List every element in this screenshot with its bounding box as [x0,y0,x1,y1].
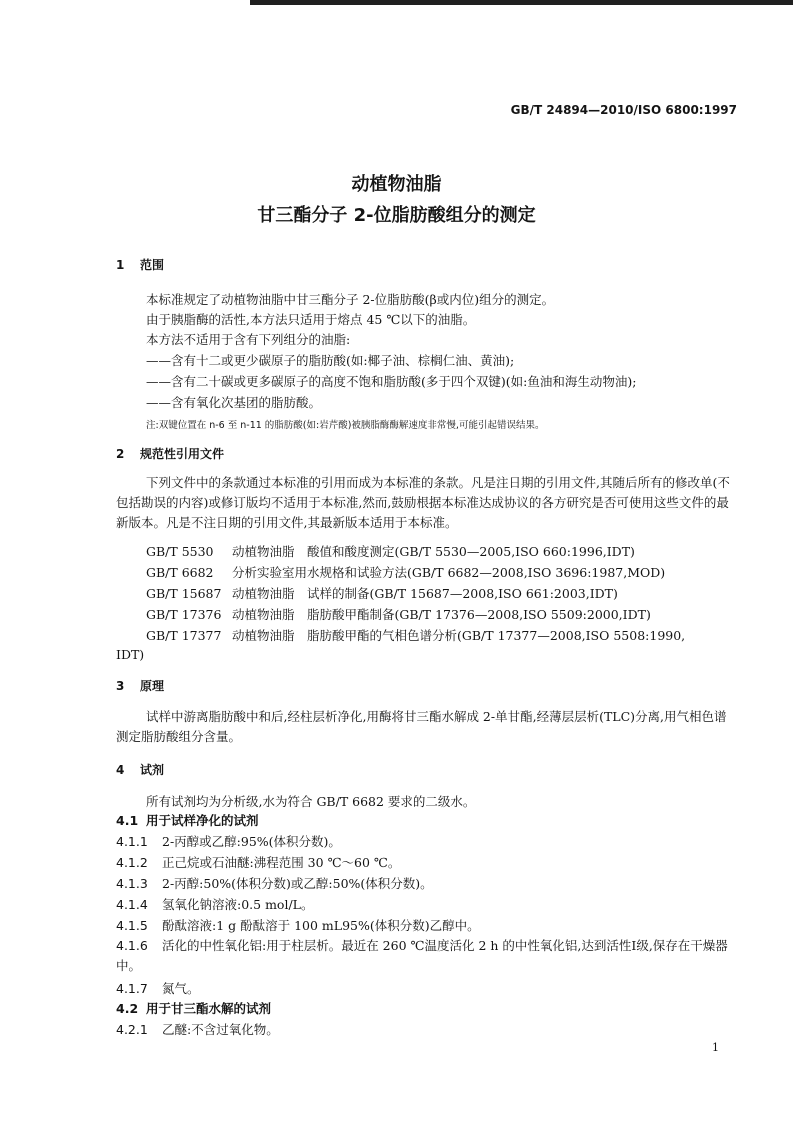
item-number: 4.1.1 [116,834,148,849]
item-text: 正己烷或石油醚:沸程范围 30 ℃～60 ℃。 [162,855,401,870]
reference-text: 分析实验室用水规格和试验方法(GB/T 6682—2008,ISO 3696:1987,MOD) [232,565,666,580]
section-3-heading [116,677,164,694]
item-text: 2-丙醇:50%(体积分数)或乙醇:50%(体积分数)。 [162,876,433,891]
reagent-item [116,979,200,997]
standard-code: GB/T 24894—2010/ISO 6800:1997 [510,103,737,117]
reagent-item [116,916,480,934]
document-title-line2: 甘三酯分子 2-位脂肪酸组分的测定 [257,205,536,226]
section-title: 范围 [140,258,165,272]
references-intro: 下列文件中的条款通过本标准的引用而成为本标准的条款。凡是注日期的引用文件,其随后所有的修改单(不包括勘误的内容)或修订版均不适用于本标准,然而,鼓励根据本标准达成协议的各方研究是否可使用这些文件的最新版本。凡是不注日期的引用文件,其最新版本适用于本标准。 [116,475,730,530]
scope-bullet-1: ——含有十二或更少碳原子的脂肪酸(如:椰子油、棕榈仁油、黄油); [146,353,515,368]
section-1-heading [116,256,164,273]
reagent-item [116,895,313,913]
section-title: 试剂 [140,763,165,777]
reference-code: GB/T 17377 [146,628,222,643]
reagents-intro: 所有试剂均为分析级,水为符合 GB/T 6682 要求的二级水。 [146,794,476,809]
item-text: 2-丙醇或乙醇:95%(体积分数)。 [162,834,341,849]
item-number: 4.1.7 [116,981,148,996]
reference-text: 动植物油脂 脂肪酸甲酯的气相色谱分析(GB/T 17377—2008,ISO 5508:1990, [232,628,686,643]
subsection-title: 用于甘三酯水解的试剂 [146,1001,272,1016]
reagent-item [116,874,433,892]
subsection-4-2-heading [116,999,271,1017]
reference-item [146,584,618,602]
scope-paragraph-2: 由于胰脂酶的活性,本方法只适用于熔点 45 ℃以下的油脂。 [146,312,476,327]
scope-bullet-2: ——含有二十碳或更多碳原子的高度不饱和脂肪酸(多于四个双键)(如:鱼油和海生动物油); [146,374,637,389]
reference-item-continuation: IDT) [116,647,145,662]
item-number: 4.1.6 [116,938,148,953]
section-title: 规范性引用文件 [140,447,225,461]
section-number: 1 [116,258,125,272]
subsection-number: 4.2 [116,1001,139,1016]
reference-item [146,542,635,560]
reference-code: GB/T 6682 [146,565,214,580]
section-title: 原理 [140,679,165,693]
item-number: 4.1.4 [116,897,148,912]
section-number: 2 [116,447,125,461]
reference-code: GB/T 15687 [146,586,222,601]
reagent-item [116,853,400,871]
item-number: 4.1.3 [116,876,148,891]
reference-code: GB/T 17376 [146,607,222,622]
item-number: 4.1.2 [116,855,148,870]
scope-paragraph-1: 本标准规定了动植物油脂中甘三酯分子 2-位脂肪酸(β或内位)组分的测定。 [146,292,555,307]
item-text: 活化的中性氧化铝:用于柱层析。最近在 260 ℃温度活化 2 h 的中性氧化铝,达到活性Ⅰ级,保存在干燥器中。 [116,938,728,973]
section-number: 4 [116,763,125,777]
principle-paragraph: 试样中游离脂肪酸中和后,经柱层析净化,用酶将甘三酯水解成 2-单甘酯,经薄层层析(TLC)分离,用气相色谱测定脂肪酸组分含量。 [116,709,727,744]
section-number: 3 [116,679,125,693]
scope-bullet-3: ——含有氧化次基团的脂肪酸。 [146,395,322,410]
reference-item [146,626,685,644]
subsection-4-1-heading [116,811,259,829]
item-text: 氢氧化钠溶液:0.5 mol/L。 [162,897,314,912]
item-number: 4.1.5 [116,918,148,933]
document-title-line1: 动植物油脂 [351,174,442,195]
section-4-heading [116,761,164,778]
item-number: 4.2.1 [116,1022,148,1037]
section-2-heading [116,445,224,462]
reference-item [146,605,651,623]
reference-item [146,563,665,581]
top-border-bar [250,0,793,5]
reagent-item [116,832,341,850]
item-text: 酚酞溶液:1 g 酚酞溶于 100 mL95%(体积分数)乙醇中。 [162,918,480,933]
item-text: 氮气。 [162,981,200,996]
item-text: 乙醚:不含过氧化物。 [162,1022,279,1037]
reagent-item [116,1020,279,1038]
scope-paragraph-3: 本方法不适用于含有下列组分的油脂: [146,332,351,347]
reference-code: GB/T 5530 [146,544,214,559]
reference-text: 动植物油脂 酸值和酸度测定(GB/T 5530—2005,ISO 660:1996,IDT) [232,544,635,559]
scope-note: 注:双键位置在 n-6 至 n-11 的脂肪酸(如:岩芹酸)被胰脂酶酶解速度非常慢,可能引起错误结果。 [146,420,545,431]
reagent-item-4-1-6 [116,936,736,976]
reference-text: 动植物油脂 试样的制备(GB/T 15687—2008,ISO 661:2003,IDT) [232,586,618,601]
subsection-number: 4.1 [116,813,139,828]
page-number: 1 [712,1041,719,1054]
subsection-title: 用于试样净化的试剂 [146,813,259,828]
reference-text: 动植物油脂 脂肪酸甲酯制备(GB/T 17376—2008,ISO 5509:2000,IDT) [232,607,651,622]
